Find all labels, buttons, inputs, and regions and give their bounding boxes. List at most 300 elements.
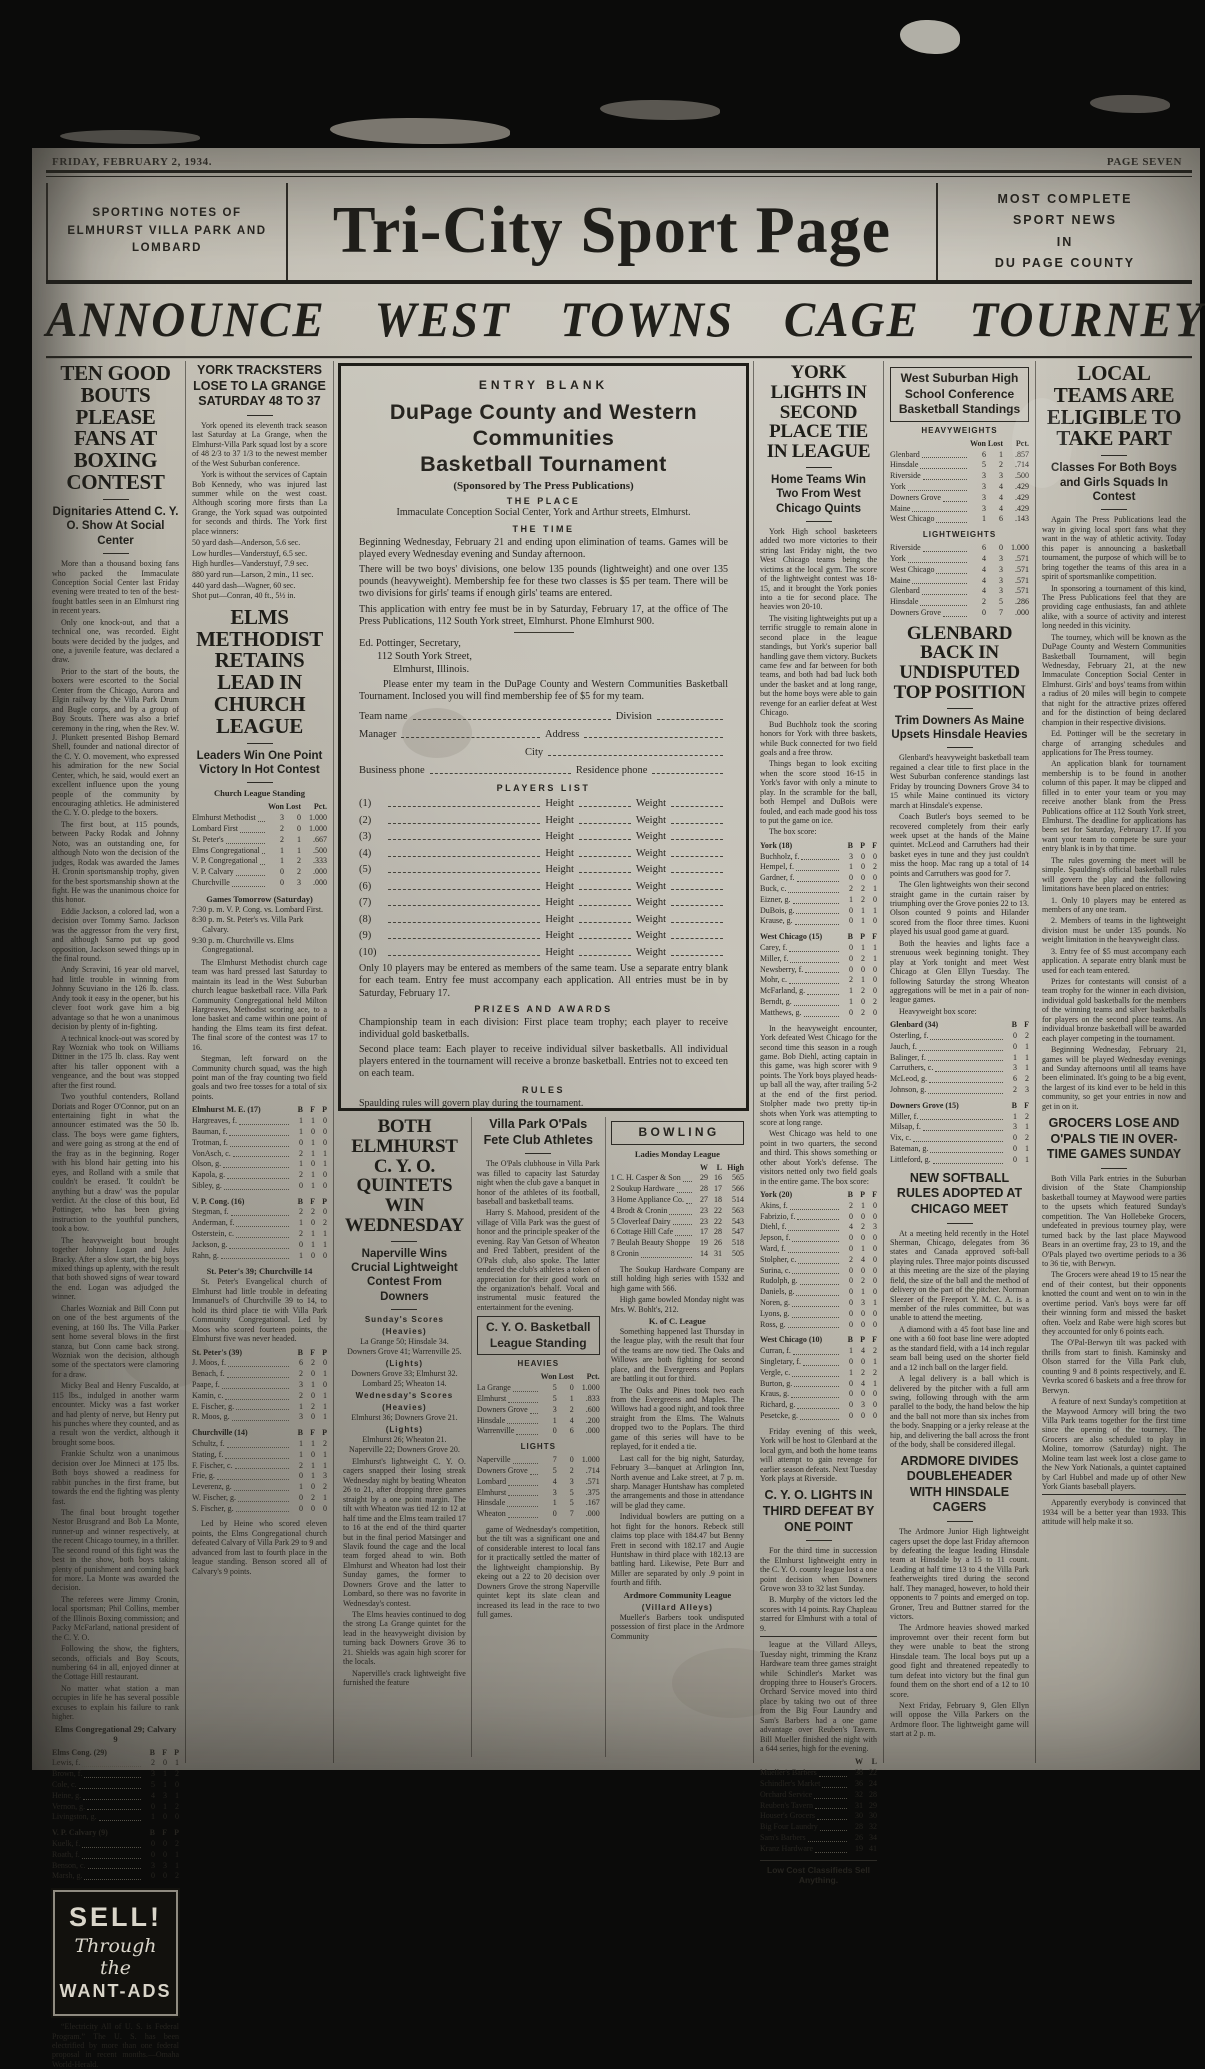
box-score-row: Daniels, g. 0 1 0 bbox=[760, 1287, 877, 1297]
bowling-title: B O W L I N G bbox=[638, 1125, 717, 1139]
headline-opals-line1: Villa Park O'Pals bbox=[489, 1117, 588, 1131]
church-standings-table: Won Lost Pct. Elmhurst Methodist 3 0 1.000 Lombard First 2 0 1.000 St. Peter's 2 1 .667 Elms Congregational 1 1 .500 V. P. Congregational 1 2 .333 V. P. Calvary 0 2 .000 Churchville 0 3 .000 bbox=[192, 802, 327, 887]
paragraph: Prior to the start of the bouts, the boxers were escorted to the Social Center from the Chicago, Aurora and Elgin railway by the Villa Park Drum and Bugle corps, and by a group of Boy Scouts. There was also a brief ceremony in the ring, when the Rev. W. J. Plunkett presented Bishop Bernard Shell, founder and national director of the C. Y. O. movement, who expressed his admiration for the new Social Center, which, he said, would exert an excellent influence upon the young people of the community by encouraging athletics. He administered the C. Y. O. pledge to the boxers. bbox=[52, 666, 179, 818]
score-line: Downers Grove 33; Elmhurst 32. bbox=[351, 1369, 458, 1378]
kofc-body bbox=[611, 1327, 744, 1588]
paragraph: Something happened last Thursday in the league play, with the result that four of the teams are now tied. The Oaks and Willows are both fighting for second place, and the Evergreens and Poplars are battling it out for third. bbox=[610, 1326, 745, 1384]
city-field bbox=[548, 747, 723, 756]
box-score-row: Singletary, f. 0 0 1 bbox=[760, 1357, 877, 1367]
standings-row: Downers Grove 0 7 .000 bbox=[890, 607, 1029, 617]
players-list-label: PLAYERS LIST bbox=[496, 782, 591, 793]
box-score-ch14: Churchville (14) B F P Schultz, f. 1 1 2 Stating, f. 1 0 1 F. Fischer, c. 2 1 1 Frie, g. 0 1 3 Leverenz, g. 1 0 2 W. Fischer, g. 0 2 1 S. Fischer, g. 0 0 0 bbox=[192, 1428, 327, 1513]
subhead-glenbard: Trim Downers As Maine Upsets Hinsdale Heavies bbox=[891, 714, 1028, 742]
box-score-wc10: West Chicago (10) B P F Curran, f. 1 4 2 Singletary, f. 0 0 1 Vergle, c. 1 2 2 Burton, g. 0 4 1 Kraus, g. 0 0 0 Richard, g. 0 3 0 Pesetcke, g. 0 0 0 bbox=[760, 1335, 877, 1420]
standings-row: Kranz Hardware 19 41 bbox=[760, 1843, 877, 1853]
player-name-field bbox=[388, 930, 540, 939]
player-name-field bbox=[388, 831, 540, 840]
score-line: Lombard 25; Wheaton 14. bbox=[362, 1379, 447, 1388]
paragraph: An application blank for tournament membership is to be found in another column of this paper. It may be clipped and filled in to enter your team or you may receive another blank from the Press Publications office at 112 South York street, Elmhurst. The deadline for applications has been set for Saturday, February 17. If you want your team to compete be sure your entry blank is in by that time. bbox=[1042, 759, 1186, 854]
box-score-wc15: West Chicago (15) B P F Carey, f. 0 1 1 Miller, f. 0 2 1 Newsberry, f. 0 0 0 Mohr, c. 2 1 0 McFarland, g. 1 2 0 Berndt, g. 1 0 2 Matthews, g. 0 2 0 bbox=[760, 932, 877, 1017]
box-score-row: Livingston, g. 1 0 0 bbox=[52, 1812, 179, 1822]
headline-stpeters: St. Peter's 39; Churchville 14 bbox=[206, 1266, 313, 1277]
paragraph: Again The Press Publications lead the way in giving local sport fans what they want in the way of athletic activity. Today this paper is announcing a basketball tournament, the purpose of which will be to bring together the teams of this area in a spirit of sportsmanlike competition. bbox=[1042, 515, 1186, 582]
height-field bbox=[579, 815, 631, 824]
track-result-line: Low hurdles—Vanderstuyf, 6.5 sec. bbox=[192, 548, 308, 558]
box-score-elms-cong: Elms Cong. (29) B F P Lewis, f. 2 0 1 Brown, f. 3 1 2 Cole, c. 5 1 0 Heine, g. 4 3 1 Vernon, g. 0 1 2 Livingston, g. 1 0 0 bbox=[52, 1747, 179, 1822]
weight-label: Weight bbox=[635, 798, 666, 810]
box-score-row: Sibley, g. 0 1 0 bbox=[192, 1180, 327, 1190]
ladies-league-table: W L High 1 C. H. Casper & Son 29 16 565 2 Soukup Hardware 28 17 566 3 Home Appliance Co. 27 18 514 4 Brodt & Cronin 23 22 563 5 Cloverleaf Dairy 23 22 543 6 Cottage Hill Cafe 17 28 547 7 Beulah Beauty Shoppe 19 26 518 8 Cronin 14 31 505 bbox=[610, 1162, 745, 1258]
track-result-line: 880 yard run—Larson, 2 min., 11 sec. bbox=[192, 569, 314, 579]
paragraph: A diamond with a 45 foot base line and one with a 60 foot base line were adopted as the standard field, with a 14 inch regular seam ball being used on the shorter field and a 12 inch ball on the larger field. bbox=[890, 1324, 1029, 1372]
box-score-row: Heine, g. 4 3 1 bbox=[52, 1790, 179, 1800]
headline-grocers: GROCERS LOSE AND O'PALS TIE IN OVER- TIME GAMES SUNDAY bbox=[1046, 1116, 1182, 1162]
secretary-address bbox=[359, 637, 728, 676]
filler-item: “Electricity All of U. S. is Federal Program.” The U. S. has been electrified by more than one federal proposal in recent months.—Omaha World-Herald. bbox=[52, 2022, 179, 2069]
masthead-right-line: MOST COMPLETE bbox=[997, 192, 1133, 206]
box-score-vpc16: V. P. Cong. (16) B F P Stegman, f. 2 2 0 Anderman, f. 1 0 2 Osterstein, c. 2 1 1 Jackson, g. 0 1 1 Rahn, g. 1 0 0 bbox=[192, 1196, 327, 1260]
wsc-light-table bbox=[890, 543, 1029, 619]
paragraph: B. Murphy of the victors led the scores with 14 points. Ray Chapleau starred for Elmhurst with a total of 9. bbox=[760, 1595, 877, 1633]
divider bbox=[247, 743, 273, 744]
standings-row: Naperville 7 0 1.000 bbox=[476, 1455, 600, 1465]
score-line: La Grange 50; Hinsdale 34. bbox=[360, 1337, 449, 1346]
divisions-paragraph: There will be two boys' divisions, one below 135 pounds (lightweight) and one over 135 pounds (heavyweight). Membership fee for these two classes is $5 per team. There will be two divisions for girls' teams if enough girls' teams are entered. bbox=[359, 563, 728, 600]
paper-scrap bbox=[900, 20, 960, 54]
wednesdays-scores-title: Wednesday's Scores bbox=[355, 1391, 454, 1400]
cyo-heavies-table: Won Lost Pct. La Grange 5 0 1.000 Elmhurst 5 1 .833 Downers Grove 3 2 .600 Hinsdale 1 4 .200 Warrenville 0 6 .000 bbox=[476, 1372, 600, 1436]
box-score-row: Ross, g. 0 0 0 bbox=[760, 1319, 877, 1329]
box-score-row: Anderman, f. 1 0 2 bbox=[192, 1218, 327, 1228]
box-score-row: Benson, c. 3 3 1 bbox=[52, 1860, 179, 1870]
player-row bbox=[359, 864, 728, 875]
column-glenbard bbox=[884, 361, 1036, 1763]
box-score-row: Hempel, f. 1 0 2 bbox=[760, 862, 877, 872]
paragraph: The Ardmore heavies showed marked improvemnt over their recent form but they were unable to beat the strong Hinsdale team. The local boys put up a good fight and threatened repeatedly to turn defeat into victory but the final gun found them on the short end of a 12 to 10 score. bbox=[890, 1623, 1029, 1699]
rules-label: RULES bbox=[521, 1084, 565, 1095]
box-score-row: DuBois, g. 0 1 1 bbox=[760, 905, 877, 915]
subcolumn-bowling bbox=[606, 1117, 749, 1757]
standings-row: Hinsdale 2 5 .286 bbox=[890, 597, 1029, 607]
standings-row: Downers Grove 5 2 .714 bbox=[476, 1466, 600, 1476]
paragraph: The referees were Jimmy Cronin, local sportsman; Phil Collins, member of the Illinois Boxing commission; and Packy McFarland, national president of the C. Y. O. bbox=[52, 1594, 179, 1642]
player-number: (9) bbox=[359, 930, 372, 942]
paragraph: A legal delivery is a ball which is delivered by the pitcher with a full arm swing, following through with the arm parallel to the body, the hand below the hip and the ball not more than six inches from the body. Snapping or a jerky release at the hip, and delivering the ball across the front of the body, shall be considered illegal. bbox=[890, 1374, 1029, 1450]
player-number: (4) bbox=[359, 847, 372, 859]
box-score-vp-calvary: V. P. Calvary (9) B F P Kuelk, f. 0 0 2 Roath, f. 0 0 1 Benson, c. 3 3 1 Marsh, g. 0 0 2 bbox=[52, 1828, 179, 1881]
box-score-row: Paape, f. 3 1 0 bbox=[192, 1379, 327, 1389]
box-score-row: Krause, g. 0 1 0 bbox=[760, 916, 877, 926]
ardmore-league-title: Ardmore Community League bbox=[623, 1589, 732, 1600]
box-score-row: Jauch, f. 0 1 bbox=[890, 1041, 1029, 1051]
box-score-row: Rahn, g. 1 0 0 bbox=[192, 1250, 327, 1260]
sponsor-line: (Sponsored by The Press Publications) bbox=[453, 480, 634, 493]
height-label: Height bbox=[545, 946, 574, 958]
paragraph: The final bout brought together Nestor Brusgrand and Bob La Monte, runner-up and winner respectively, at the recent Chicago tourney, in a thriller. The second round of this fight was the best in the show, both boys taking plenty of punishment and coming back for more. La Monte was awarded the decision. bbox=[52, 1507, 179, 1593]
divider bbox=[760, 1860, 877, 1861]
paragraph: Andy Scravini, 16 year old marvel, had little trouble in winning from Johnny Scuviano in the 126 lb. class. Andy took it easy in the opener, but his clever foot work gave him a big advantage so that he won a unanimous decision by plenty of in-fighting. bbox=[52, 965, 179, 1032]
weight-field bbox=[671, 897, 723, 906]
column-center bbox=[334, 361, 754, 1763]
box-score-row: S. Fischer, g. 0 0 0 bbox=[192, 1503, 327, 1513]
standings-row: Lombard 4 3 .571 bbox=[476, 1476, 600, 1486]
headline-tracksters: YORK TRACKSTERS LOSE TO LA GRANGE SATURDAY 48 TO 37 bbox=[193, 363, 326, 409]
bowling-row: 6 Cottage Hill Cafe 17 28 547 bbox=[610, 1227, 745, 1237]
paragraph: Prizes for contestants will consist of a team trophy for the winner in each division, individual gold basketballs for the members of the winning teams and silver basketballs for players on the second place teams. An individual bronze basketball will be awarded each player competing in the tournament. bbox=[1042, 977, 1186, 1043]
filler-item: Apparently everybody is convinced that 1934 will be a better year than 1933. This attitude will help make it so. bbox=[1042, 1498, 1186, 1527]
player-number: (7) bbox=[359, 897, 372, 909]
paragraph: For the third time in succession the Elmhurst lightweight entry in the C. Y. O. county league lost a one point decision when Downers Grove won 33 to 32 last Sunday. bbox=[760, 1546, 877, 1594]
player-number: (3) bbox=[359, 831, 372, 843]
games-tomorrow-title: Games Tomorrow (Saturday) bbox=[206, 893, 313, 904]
box-score-label: The box score: bbox=[769, 827, 817, 837]
standings-row: Riverside 6 0 1.000 bbox=[890, 543, 1029, 553]
paragraph: Frankie Schultz won a unanimous decision over Joe Minneci at 175 lbs. Both boys showed a readiness for rabbit punches in the first frame, but towards the end the fighting was plenty fast. bbox=[52, 1449, 179, 1506]
place-line: Immaculate Conception Social Center, York and Arthur streets, Elmhurst. bbox=[396, 507, 691, 519]
standings-row: West Chicago 4 3 .571 bbox=[890, 564, 1029, 574]
weight-label: Weight bbox=[635, 897, 666, 909]
cyo-lights-label: LIGHTS bbox=[520, 1442, 556, 1452]
standings-row: Downers Grove 3 2 .600 bbox=[476, 1404, 600, 1414]
box-score-row: Diehl, f. 4 2 3 bbox=[760, 1222, 877, 1232]
masthead-right-line: IN bbox=[1056, 234, 1074, 249]
paragraph: Bud Buchholz took the scoring honors for York with three baskets, while Buck connected for two field goals and a free throw. bbox=[760, 719, 877, 757]
paragraph: The O'Pal-Berwyn tilt was packed with thrills from start to finish. Kaminsky and Olson starred for the Villa Park club, counting 9 and 8 points respectively, and E. Vevrka scored 6 baskets and a free throw for Berwyn. bbox=[1042, 1338, 1186, 1395]
rules-paragraph: Spaulding rules will govern play during the tournament. bbox=[359, 1097, 584, 1109]
player-number: (6) bbox=[359, 880, 372, 892]
height-field bbox=[579, 897, 631, 906]
request-paragraph: Please enter my team in the DuPage County and Western Communities Basketball Tournament. Inclosed you will find membership fee of $5 for my team. bbox=[359, 679, 728, 703]
box-score-row: Vernon, g. 0 1 2 bbox=[52, 1801, 179, 1811]
team-name-field bbox=[413, 711, 611, 720]
cyo-standings-title: C. Y. O. Basketball League Standing bbox=[486, 1320, 591, 1350]
time-label: THE TIME bbox=[512, 523, 575, 534]
bowling-row: 8 Cronin 14 31 505 bbox=[610, 1248, 745, 1258]
residence-phone-field bbox=[652, 765, 723, 774]
paragraph: The Soukup Hardware Company are still holding high series with 1532 and high game with 566. bbox=[610, 1264, 745, 1293]
standings-row: Elms Congregational 1 1 .500 bbox=[192, 845, 327, 855]
paragraph: In the heavyweight encounter, York defeated West Chicago for the second time this season in a rough game. Bob Diehl, acting captain in this game, was high scorer with 9 points. The York boys played heads-up ball all the way, after trailing 5-2 at the end of the first period. Stolpher made two pretty tip-in shots when York was attempting to score at long range. bbox=[760, 1023, 877, 1127]
entry-blank-box bbox=[338, 363, 749, 1111]
paragraph: Harry S. Mahood, president of the village of Villa Park was the guest of honor and the principle speaker of the evening. Ray Van Getson of Wheaton and Fred Tabbert, president of the O'Pals club, also spoke. The latter tendered the club's athletes a token of appreciation for their good work on the organization's behalf. Vocal and instrumental music featured the entertainment for the evening. bbox=[476, 1208, 600, 1312]
entry-note: Only 10 players may be entered as members of the same team. Use a separate entry blank for each team. Entry fee must accompany each application. All entries must be in by Saturday, February 17. bbox=[359, 963, 728, 999]
bowling-row: 5 Cloverleaf Dairy 23 22 543 bbox=[610, 1216, 745, 1226]
paragraph: West Chicago was held to one point in two quarters, the second and third. This shows something or other about York's defense. The visitors netted only two field goals in the entire game. The box score: bbox=[760, 1129, 877, 1186]
box-score-row: Surina, c. 0 0 0 bbox=[760, 1265, 877, 1275]
height-label: Height bbox=[545, 814, 574, 826]
paragraph: The first bout, at 115 pounds, between Packy Rodak and Johnny Noto, was an outstanding one, for although Noto won the decision of the judges, Rodak was awarded the James H. Cronin sportsmanship trophy, given for the best sportsmanship shown at the fight. He was the unanimous choice for this honor. bbox=[52, 819, 179, 905]
paragraph: Two youthful contenders, Rolland Doriats and Roger O'Connor, put on an entertaining fight in what the announcer estimated was the 50 lb. class. The boys were game fighters, and were going as strong at the end of the fray as in the beginning. Roger with his blond hair getting into his eyes, and Rolland with a smile that couldn't be erased. 'It couldn't be anything but a draw' was the popular verdict. At the close of this bout, Ed Pottinger, who has been giving instruction to the youthful punchers, took a bow. bbox=[52, 1092, 179, 1234]
paragraph: No matter what station a man occupies in life he has several possible excuses to explain his failure to rank higher. bbox=[52, 1683, 179, 1722]
headline-boxing: TEN GOOD BOUTS PLEASE FANS AT BOXING CONTEST bbox=[60, 361, 171, 495]
ladies-league-title: Ladies Monday League bbox=[634, 1148, 720, 1159]
weight-field bbox=[671, 914, 723, 923]
heavies-label: (Heavies) bbox=[382, 1327, 427, 1336]
divider bbox=[760, 1636, 877, 1637]
box-score-row: Kapola, g. 2 1 0 bbox=[192, 1170, 327, 1180]
paragraph: Only one knock-out, and that a technical one, was recorded. Eight bouts were decided by the judges, and one, a juvenile feature, was declared a draw. bbox=[52, 617, 179, 665]
score-line: Elmhurst 26; Wheaton 21. bbox=[362, 1435, 447, 1444]
place-label: THE PLACE bbox=[506, 496, 581, 507]
player-row bbox=[359, 881, 728, 892]
box-score-row: Olson, g. 1 0 1 bbox=[192, 1159, 327, 1169]
height-label: Height bbox=[545, 930, 574, 942]
standings-row: York 3 4 .429 bbox=[890, 481, 1029, 491]
york-body-2 bbox=[760, 1024, 877, 1186]
divider bbox=[947, 1223, 973, 1224]
standings-row: St. Peter's 2 1 .667 bbox=[192, 834, 327, 844]
box-score-row: Akins, f. 2 1 0 bbox=[760, 1200, 877, 1210]
divider bbox=[1101, 1168, 1127, 1169]
player-name-field bbox=[388, 798, 540, 807]
height-label: Height bbox=[545, 880, 574, 892]
lower-subcolumns bbox=[338, 1117, 749, 1757]
city-label: City bbox=[525, 746, 544, 758]
lights-label: (Lights) bbox=[385, 1425, 424, 1434]
page-title: Tri-City Sport Page bbox=[332, 192, 892, 267]
divider bbox=[247, 782, 273, 783]
box-score-row: Osterstein, c. 2 1 1 bbox=[192, 1229, 327, 1239]
box-score-row: Osterling, f. 0 2 bbox=[890, 1031, 1029, 1041]
weight-field bbox=[671, 848, 723, 857]
paragraph: Last call for the big night, Saturday, February 3—banquet at Arlington Inn, North avenue and Lake street, at 7 p. m. sharp. Manager Huntshaw has completed the arrangements and those in attendance will be glad they came. bbox=[610, 1453, 745, 1510]
box-score-row: Jackson, g. 0 1 1 bbox=[192, 1239, 327, 1249]
divider bbox=[391, 1241, 417, 1242]
box-score-row: Kuelk, f. 0 0 2 bbox=[52, 1838, 179, 1848]
bowling-row: 2 Soukup Hardware 28 17 566 bbox=[610, 1184, 745, 1194]
standings-row: West Chicago 1 6 .143 bbox=[890, 514, 1029, 524]
masthead bbox=[46, 183, 1192, 284]
paragraph: A feature of next Sunday's competition at the Maywood Armory will bring the two Villa Park teams together for the first time since the opening of the tourney. The Grocers are also scheduled to play in Moline, tomorrow (Saturday) night. The Moline team last week lost a close game to the New York Nationals, a quintet captained by Carl Hubbel and made up of other New York Giants baseball players. bbox=[1042, 1397, 1186, 1491]
box-score-row: Eizner, g. 1 2 0 bbox=[760, 894, 877, 904]
player-name-field bbox=[388, 881, 540, 890]
box-score-row: McLeod, g. 6 2 bbox=[890, 1074, 1029, 1084]
player-name-field bbox=[388, 864, 540, 873]
game-line: 9:30 p. m. Churchville vs. Elms Congregational. bbox=[192, 935, 294, 955]
standings-row: La Grange 5 0 1.000 bbox=[476, 1383, 600, 1393]
opals-body bbox=[477, 1159, 600, 1312]
divider bbox=[947, 708, 973, 709]
box-score-row: Noren, g. 0 3 1 bbox=[760, 1298, 877, 1308]
page-number: PAGE SEVEN bbox=[1106, 156, 1182, 168]
paragraph: In sponsoring a tournament of this kind, The Press Publications feel that they are providing cage enthusiasts, fan and athlete alike, with a source of activity and interest long needed in this vicinity. bbox=[1042, 583, 1186, 631]
standings-row: Churchville 0 3 .000 bbox=[192, 877, 327, 887]
divider bbox=[103, 553, 129, 554]
player-row bbox=[359, 815, 728, 826]
divider bbox=[514, 632, 574, 633]
box-score-row: Hargreaves, f. 1 1 0 bbox=[192, 1116, 327, 1126]
track-results bbox=[192, 538, 327, 601]
box-score-row: F. Fischer, c. 2 1 1 bbox=[192, 1460, 327, 1470]
box-score-row: Berndt, g. 1 0 2 bbox=[760, 997, 877, 1007]
divider bbox=[947, 747, 973, 748]
box-score-row: R. Moos, g. 3 0 1 bbox=[192, 1412, 327, 1422]
paper-scrap bbox=[600, 100, 720, 120]
paragraph: The Elmhurst Methodist church cage team was hard pressed last Saturday to maintain its lead in the West Suburban church league basketball race. Villa Park Community Congregational held Milton Hargreaves, Methodist scoring ace, to a lone basket and came within one point of handing the Elms team its first defeat. The final score of the contest was 17 to 16. bbox=[192, 957, 327, 1052]
paragraph: Charles Wozniak and Bill Conn put on one of the best arguments of the evening, at 160 lbs. The Villa Parker sent home several blows in the first stanza, but Conn came back strong. Wozniak won the decision, although some of the spectators were clamoring for a draw. bbox=[52, 1303, 179, 1379]
box-score-row: Pesetcke, g. 0 0 0 bbox=[760, 1411, 877, 1420]
divider bbox=[947, 1521, 973, 1522]
player-number: (1) bbox=[359, 798, 372, 810]
cyo-body bbox=[343, 1457, 466, 1688]
standings-row: Sam's Barbers 26 34 bbox=[760, 1833, 877, 1843]
player-row bbox=[359, 831, 728, 842]
height-field bbox=[579, 930, 631, 939]
headline-local-teams: LOCAL TEAMS ARE ELIGIBLE TO TAKE PART bbox=[1046, 361, 1182, 451]
weight-field bbox=[671, 864, 723, 873]
paragraph: The O'Pals clubhouse in Villa Park was filled to capacity last Saturday night when the club gave a banquet in honor of the athletes of its football, baseball and basketball teams. bbox=[476, 1159, 600, 1206]
paragraph: Following the show, the fighters, seconds, officials and Boy Scouts, numbering 64 in all, enjoyed dinner at the Cottage Hill restaurant. bbox=[52, 1644, 179, 1682]
paragraph: York opened its eleventh track season last Saturday at La Grange, when the Elmhurst-Villa Park squad lost by a score of 48 2/3 to 37 1/3 to the newest member of the West Suburban conference. bbox=[192, 420, 327, 468]
cyo-lights-body bbox=[760, 1546, 877, 1633]
deadline-paragraph: This application with entry fee must be in by Saturday, February 17, at the office of The Press Publications, 112 South York street, Elmhurst. Phone Elmhurst 900. bbox=[359, 603, 728, 627]
paper-scrap bbox=[60, 130, 200, 144]
box-score-title: V. P. Calvary (9) bbox=[52, 1828, 108, 1838]
box-score-row: Miller, f. 0 2 1 bbox=[760, 953, 877, 963]
box-score-row: Littleford, g. 0 1 bbox=[890, 1154, 1029, 1164]
score-line: Elmhurst 36; Downers Grove 21. bbox=[351, 1413, 458, 1422]
headline-elms-methodist: ELMS METHODIST RETAINS LEAD IN CHURCH LEAGUE bbox=[196, 604, 323, 738]
dateline: FRIDAY, FEBRUARY 2, 1934. bbox=[52, 156, 213, 168]
height-field bbox=[579, 848, 631, 857]
wsc-light-label: LIGHTWEIGHTS bbox=[922, 530, 997, 540]
field-team-division bbox=[359, 711, 728, 722]
box-score-row: Fabrizio, f. 0 0 0 bbox=[760, 1211, 877, 1221]
ardmore-league-subtitle: (Villard Alleys) bbox=[641, 1602, 713, 1612]
local-teams-body bbox=[1042, 515, 1186, 1111]
address-field bbox=[584, 729, 723, 738]
divider bbox=[806, 467, 832, 468]
weight-field bbox=[671, 930, 723, 939]
player-row bbox=[359, 930, 728, 941]
tournament-title-line2: Basketball Tournament bbox=[420, 451, 667, 476]
box-score-row: Miller, f. 1 2 bbox=[890, 1111, 1029, 1121]
height-field bbox=[579, 914, 631, 923]
standings-row: Maine 4 3 .571 bbox=[890, 575, 1029, 585]
box-score-row: Schultz, f. 1 1 2 bbox=[192, 1438, 327, 1448]
paragraph: The Grocers were ahead 19 to 15 near the end of their contest, but their opponents knotted the count and went on to win in the overtime period. Van's boys were far off their winning form and missed the basket often. Voelz and Rabe were high scores but they accounted for only 6 points each. bbox=[1042, 1270, 1186, 1336]
prizes-paragraph-1: Championship team in each division: First place team trophy; each player to receive individual gold basketballs. bbox=[359, 1016, 728, 1040]
standings-row: Hinsdale 1 5 .167 bbox=[476, 1498, 600, 1508]
headline-ardmore-divides: ARDMORE DIVIDES DOUBLEHEADER WITH HINSDALE CAGERS bbox=[900, 1453, 1019, 1515]
cyo-heavies-label: HEAVIES bbox=[517, 1359, 560, 1369]
box-score-row: E. Fischer, g. 1 2 1 bbox=[192, 1401, 327, 1411]
paragraph: Next Friday, February 9, Glen Ellyn will oppose the Villa Parkers on the Ardmore floor. The lightweight game will start at 2 p. m. bbox=[890, 1700, 1029, 1739]
headline-glenbard: GLENBARD BACK IN UNDISPUTED TOP POSITION bbox=[893, 622, 1026, 703]
paragraph: The Oaks and Pines took two each from the Evergreens and Maples. The Willows had a good night, and took three straight from the Elms. The Walnuts dropped two to the Poplars. The third game of this series will have to be replayed, for it ended a tie. bbox=[610, 1385, 745, 1452]
standings-row: Orchard Service 32 28 bbox=[760, 1789, 877, 1799]
headline-opals bbox=[477, 1117, 600, 1148]
subcolumn-opals bbox=[472, 1117, 606, 1757]
game-line: 7:30 p. m. V. P. Cong. vs. Lombard First. bbox=[192, 904, 324, 914]
player-number: (10) bbox=[359, 946, 377, 958]
entry-blank-label: ENTRY BLANK bbox=[478, 378, 609, 392]
weight-field bbox=[671, 881, 723, 890]
box-score-row: Vix, c. 0 2 bbox=[890, 1133, 1029, 1143]
standings-row: York 4 3 .571 bbox=[890, 553, 1029, 563]
divider bbox=[103, 499, 129, 500]
page-columns bbox=[46, 361, 1192, 2069]
paragraph: league at the Villard Alleys, Tuesday night, trimming the Kranz Hardware team three games straight while Schindler's Market was dropping three to Houser's Grocers. Orchard Service moved into third place by taking two out of three from the Big Four Laundry and Sam's Barbers had a one game advantage over Reuben's Tavern. Bill Mueller finished the night with a 644 series, high for the evening. bbox=[760, 1640, 877, 1754]
column-church-league bbox=[186, 361, 334, 1763]
box-score-row: Brown, f. 3 1 2 bbox=[52, 1769, 179, 1779]
bowling-box bbox=[611, 1121, 744, 1145]
prizes-paragraph-2: Second place team: Each player to receive individual silver basketballs. All individual players entered in the tournament will receive a bronze basketball. Entries not to exceed ten on each team. bbox=[359, 1044, 728, 1080]
box-score-me17: Elmhurst M. E. (17) B F P Hargreaves, f. 1 1 0 Bauman, f. 1 0 0 Trotman, f. 0 1 0 VonAsch, c. 2 1 1 Olson, g. 1 0 1 Kapola, g. 2 1 0 Sibley, g. 0 1 0 bbox=[192, 1105, 327, 1190]
player-row bbox=[359, 897, 728, 908]
box-score-title: Elms Cong. (29) bbox=[52, 1747, 107, 1757]
paragraph: More than a thousand boxing fans who packed the Immaculate Conception Social Center last Friday evening were treated to ten of the best-fought battles seen in an Elmhurst ring in recent years. bbox=[52, 559, 179, 616]
box-score-row: Kamin, c. 2 0 1 bbox=[192, 1390, 327, 1400]
weight-label: Weight bbox=[635, 880, 666, 892]
field-manager-address bbox=[359, 729, 728, 740]
box-score-row: Carey, f. 0 1 1 bbox=[760, 943, 877, 953]
subhead-york-lights: Home Teams Win Two From West Chicago Quints bbox=[771, 473, 866, 515]
tournament-title-line1: DuPage County and Western Communities bbox=[389, 400, 698, 450]
lights-label: (Lights) bbox=[385, 1359, 424, 1368]
weight-field bbox=[671, 947, 723, 956]
player-number: (8) bbox=[359, 913, 372, 925]
player-row bbox=[359, 848, 728, 859]
box-score-row: Balinger, f. 1 1 bbox=[890, 1052, 1029, 1062]
box-score-row: Stegman, f. 2 2 0 bbox=[192, 1207, 327, 1217]
masthead-left-box: SPORTING NOTES OF ELMHURST VILLA PARK AND LOMBARD bbox=[46, 183, 288, 280]
paragraph: The rules governing the meet will be simple. Spaulding's official basketball rules will govern the play and the following limitations have been placed on entries: bbox=[1042, 855, 1186, 894]
standings-row: Warrenville 0 6 .000 bbox=[476, 1426, 600, 1436]
page-topline bbox=[46, 154, 1192, 169]
paragraph: Eddie Jackson, a colored lad, won a decision over Tommy Sarno. Jackson was the aggressor from the very first, and although Sarno put up good opposition, Jackson sewed things up in the final round. bbox=[52, 906, 179, 964]
weight-field bbox=[671, 815, 723, 824]
boxing-body bbox=[52, 559, 179, 1722]
subhead-local-teams: Classes For Both Boys and Girls Squads In Contest bbox=[1051, 462, 1177, 504]
paragraph: Mueller's Barbers took undisputed possession of first place in the Ardmore Community bbox=[610, 1612, 745, 1641]
player-number: (2) bbox=[359, 814, 372, 826]
box-score-row: Matthews, g. 0 2 0 bbox=[760, 1007, 877, 1017]
box-score-row: Cole, c. 5 1 0 bbox=[52, 1779, 179, 1789]
box-score-row: Trotman, f. 0 1 0 bbox=[192, 1137, 327, 1147]
box-score-row: Milsap, f. 3 1 bbox=[890, 1122, 1029, 1132]
weight-field bbox=[671, 831, 723, 840]
paragraph: Both the heavies and lights face a strenuous week beginning tonight. They play at York tonight and meet West Chicago at Glen Ellyn Tuesday. The following Saturday the strong Wheaton aggregations will be met in a pair of non-league games. bbox=[890, 938, 1029, 1005]
box-score-row: Rudolph, g. 0 2 0 bbox=[760, 1276, 877, 1286]
wsc-standings-title: West Suburban High School Conference Basketball Standings bbox=[898, 371, 1021, 417]
box-score-row: McFarland, g. 1 2 0 bbox=[760, 986, 877, 996]
box-score-row: Johnson, g. 2 3 bbox=[890, 1085, 1029, 1095]
want-ads-through: Through the bbox=[74, 1935, 157, 1980]
height-label: Height bbox=[545, 864, 574, 876]
masthead-right-line: SPORT NEWS bbox=[1012, 213, 1118, 228]
standings-row: Elmhurst Methodist 3 0 1.000 bbox=[192, 813, 327, 823]
score-line: Naperville 22; Downers Grove 20. bbox=[348, 1445, 460, 1454]
box-score-dg15: Downers Grove (15) B F Miller, f. 1 2 Milsap, f. 3 1 Vix, c. 0 2 Bateman, g. 0 1 Littleford, g. 0 1 bbox=[890, 1100, 1029, 1164]
box-score-york20: York (20) B P F Akins, f. 2 1 0 Fabrizio, f. 0 0 0 Diehl, f. 4 2 3 Jepson, f. 0 0 0 Ward, f. 0 1 0 Stolpher, c. 2 4 0 Surina, c. 0 0 0 Rudolph, g. 0 2 0 Daniels, g. 0 1 0 Noren, g. 0 3 1 Lyons, g. 0 0 0 Ross, g. 0 0 0 bbox=[760, 1190, 877, 1329]
paragraph: A technical knock-out was scored by Ray Wozniak who took on Williams Dittner in the 175 lb. class. Ray went after his taller opponent with a vengeance, and the bout was stopped after the first round. bbox=[52, 1033, 179, 1090]
box-score-row: Newsberry, f. 0 0 0 bbox=[760, 964, 877, 974]
york-body bbox=[760, 527, 877, 826]
headline-cyo-lights-defeat: C. Y. O. LIGHTS IN THIRD DEFEAT BY ONE POINT bbox=[762, 1488, 875, 1534]
secretary-name: Ed. Pottinger, Secretary, bbox=[359, 637, 461, 649]
player-name-field bbox=[388, 815, 540, 824]
paragraph: Ed. Pottinger will be the secretary in charge of arranging schedules and applications for The Press tourney. bbox=[1042, 729, 1186, 757]
player-row bbox=[359, 914, 728, 925]
headline-opals-line2: Fete Club Athletes bbox=[483, 1132, 593, 1147]
paragraph: Beginning Wednesday, February 21, games will be played Wednesday evenings and Sunday afternoons until all teams have been eliminated. It's going to be a big event, the largest of its kind ever to be held in this community, so get your entries in now and get in on it. bbox=[1042, 1045, 1186, 1111]
paragraph: Friday evening of this week, York will be host to Glenbard at the local gym, and both the home teams will attempt to gain revenge for earlier season defeats. Next Tuesday York plays at Riverside. bbox=[760, 1426, 877, 1483]
paragraph: The Ardmore Junior High lightweight cagers upset the dope last Friday afternoon by defeating the league leading Hinsdale team at Hinsdale by a 15 to 11 count. Leading at half time 13 to 4 the Villa Park featherweights tired during the second half. They managed, however, to hold their opponents to 7 points and emerged on top. Groner, Treu and Buttner starred for the victors. bbox=[890, 1527, 1029, 1622]
paper-scrap bbox=[330, 118, 510, 144]
box-score-row: Mohr, c. 2 1 0 bbox=[760, 975, 877, 985]
standings-row: Big Four Laundry 28 32 bbox=[760, 1822, 877, 1832]
